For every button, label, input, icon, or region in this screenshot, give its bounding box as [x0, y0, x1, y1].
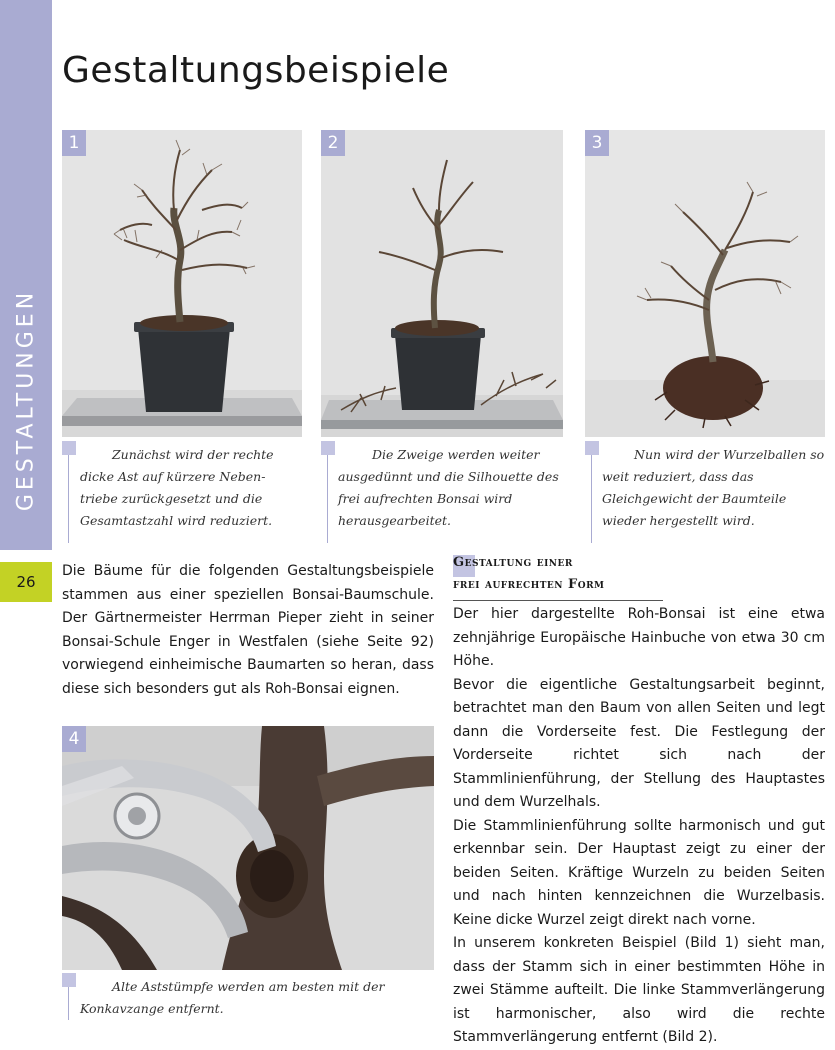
caption-2: Die Zweige werden weiter ausgedünnt und die Silhouette des frei aufrechten Bonsai wird herausgearbeitet. — [338, 447, 559, 528]
heading-line-1: Gestaltung einer — [453, 555, 573, 570]
body-paragraph-2: Bevor die eigentliche Gestaltungsarbeit beginnt, betrachtet man den Baum von allen Seiten und legt dann die Vorderseite fest. Die Festlegung der Vorderseite richtet sich nach der Stammlinienführung, der Stellung des Hauptastes und dem Wurzelhals. — [453, 676, 825, 810]
body-column — [453, 603, 825, 1050]
photo-1 — [62, 130, 302, 437]
caption-1-marker — [62, 441, 76, 455]
photo-1-badge: 1 — [62, 130, 86, 156]
page-number: 26 — [0, 562, 52, 602]
concave-cutter-icon — [62, 726, 434, 970]
bonsai-bare-root-icon — [585, 130, 825, 437]
body-paragraph-4: In unserem konkreten Beispiel (Bild 1) sieht man, dass der Stamm sich in einer bestimmten Höhe in zwei Stämme aufteilt. Die linke Stammverlängerung ist harmonischer, also wird die rechte Stammverlängerung entfernt (Bild 2). — [453, 935, 825, 1045]
caption-3: Nun wird der Wurzelballen so weit reduziert, dass das Gleichgewicht der Baumteile wieder hergestellt wird. — [602, 447, 825, 528]
section-heading — [453, 552, 833, 596]
photo-3 — [585, 130, 825, 437]
bonsai-pruned-icon — [321, 130, 563, 437]
body-paragraph-3: Die Stammlinienführung sollte harmonisch und gut erkennbar sein. Der Hauptast zeigt zu einer der beiden Seiten. Kräftige Wurzeln zu beiden Seiten und nach hinten kennzeichnen die Wurzelbasis. Keine dicke Wurzel zeigt direkt nach vorne. — [453, 817, 825, 928]
caption-2-rule — [327, 448, 328, 543]
heading-line-2: frei aufrechten Form — [453, 577, 605, 592]
caption-3-rule — [591, 448, 592, 543]
caption-4-marker — [62, 973, 76, 987]
photo-4-badge: 4 — [62, 726, 86, 752]
sidebar-band — [0, 0, 52, 550]
photo-3-badge: 3 — [585, 130, 609, 156]
caption-3-marker — [585, 441, 599, 455]
photo-2-badge: 2 — [321, 130, 345, 156]
bonsai-potted-icon — [62, 130, 302, 437]
body-paragraph-1: Der hier dargestellte Roh-Bonsai ist eine etwa zehnjährige Europäische Hainbuche von etwa 30 cm Höhe. — [453, 606, 825, 669]
caption-1: Zunächst wird der rechte dicke Ast auf kürzere Neben-triebe zurückgesetzt und die Gesamtastzahl wird reduziert. — [80, 447, 274, 528]
photo-4 — [62, 726, 434, 970]
section-label: GESTALTUNGEN — [13, 288, 39, 512]
caption-4: Alte Aststümpfe werden am besten mit der Konkavzange entfernt. — [80, 979, 385, 1016]
caption-2-marker — [321, 441, 335, 455]
heading-rule — [453, 600, 663, 601]
intro-paragraph: Die Bäume für die folgenden Gestaltungsbeispiele stammen aus einer speziellen Bonsai-Baumschule. Der Gärtnermeister Herrman Pieper zieht in seiner Bonsai-Schule Enger in Westfalen (siehe Seite 92) vorwiegend einheimische Baumarten so heran, dass diese sich besonders gut als Roh-Bonsai eignen. — [62, 563, 434, 697]
page-title: Gestaltungsbeispiele — [62, 50, 450, 91]
photo-2 — [321, 130, 563, 437]
caption-1-rule — [68, 448, 69, 543]
